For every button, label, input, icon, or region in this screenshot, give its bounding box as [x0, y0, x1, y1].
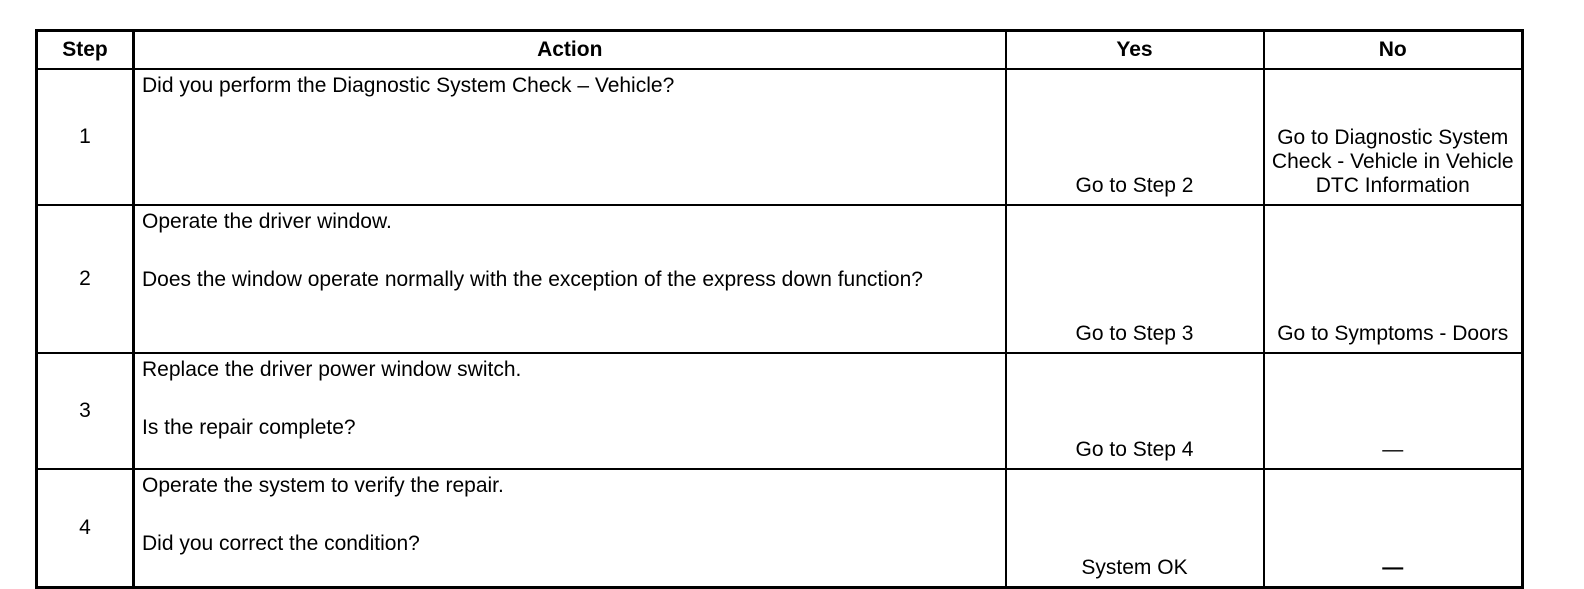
step-number: 1 [37, 69, 134, 205]
no-cell: Go to Diagnostic System Check - Vehicle in Vehicle DTC Information [1264, 69, 1523, 205]
step-number: 4 [37, 469, 134, 588]
action-question: Did you correct the condition? [142, 532, 420, 555]
no-cell: — [1264, 469, 1523, 588]
action-spacer [142, 382, 999, 416]
yes-cell: Go to Step 2 [1006, 69, 1264, 205]
step-number: 2 [37, 205, 134, 353]
action-text: Replace the driver power window switch. [142, 358, 522, 381]
no-cell: — [1264, 353, 1523, 469]
action-spacer [142, 498, 999, 532]
header-no: No [1264, 31, 1523, 70]
diagnostic-table [35, 29, 1524, 589]
action-question: Is the repair complete? [142, 416, 356, 439]
action-spacer [142, 234, 999, 268]
no-cell: Go to Symptoms - Doors [1264, 205, 1523, 353]
table-row [37, 353, 1523, 469]
table-row [37, 69, 1523, 205]
header-step: Step [37, 31, 134, 70]
action-cell [134, 353, 1006, 469]
action-text: Operate the driver window. [142, 210, 392, 233]
header-action: Action [134, 31, 1006, 70]
yes-cell: System OK [1006, 469, 1264, 588]
table-row [37, 205, 1523, 353]
header-yes: Yes [1006, 31, 1264, 70]
table-row [37, 469, 1523, 588]
table-header-row [37, 31, 1523, 70]
action-cell [134, 205, 1006, 353]
action-text: Did you perform the Diagnostic System Check – Vehicle? [142, 74, 675, 97]
action-cell [134, 469, 1006, 588]
yes-cell: Go to Step 3 [1006, 205, 1264, 353]
action-question: Does the window operate normally with the exception of the express down function? [142, 268, 923, 291]
yes-cell: Go to Step 4 [1006, 353, 1264, 469]
action-cell [134, 69, 1006, 205]
action-text: Operate the system to verify the repair. [142, 474, 504, 497]
step-number: 3 [37, 353, 134, 469]
